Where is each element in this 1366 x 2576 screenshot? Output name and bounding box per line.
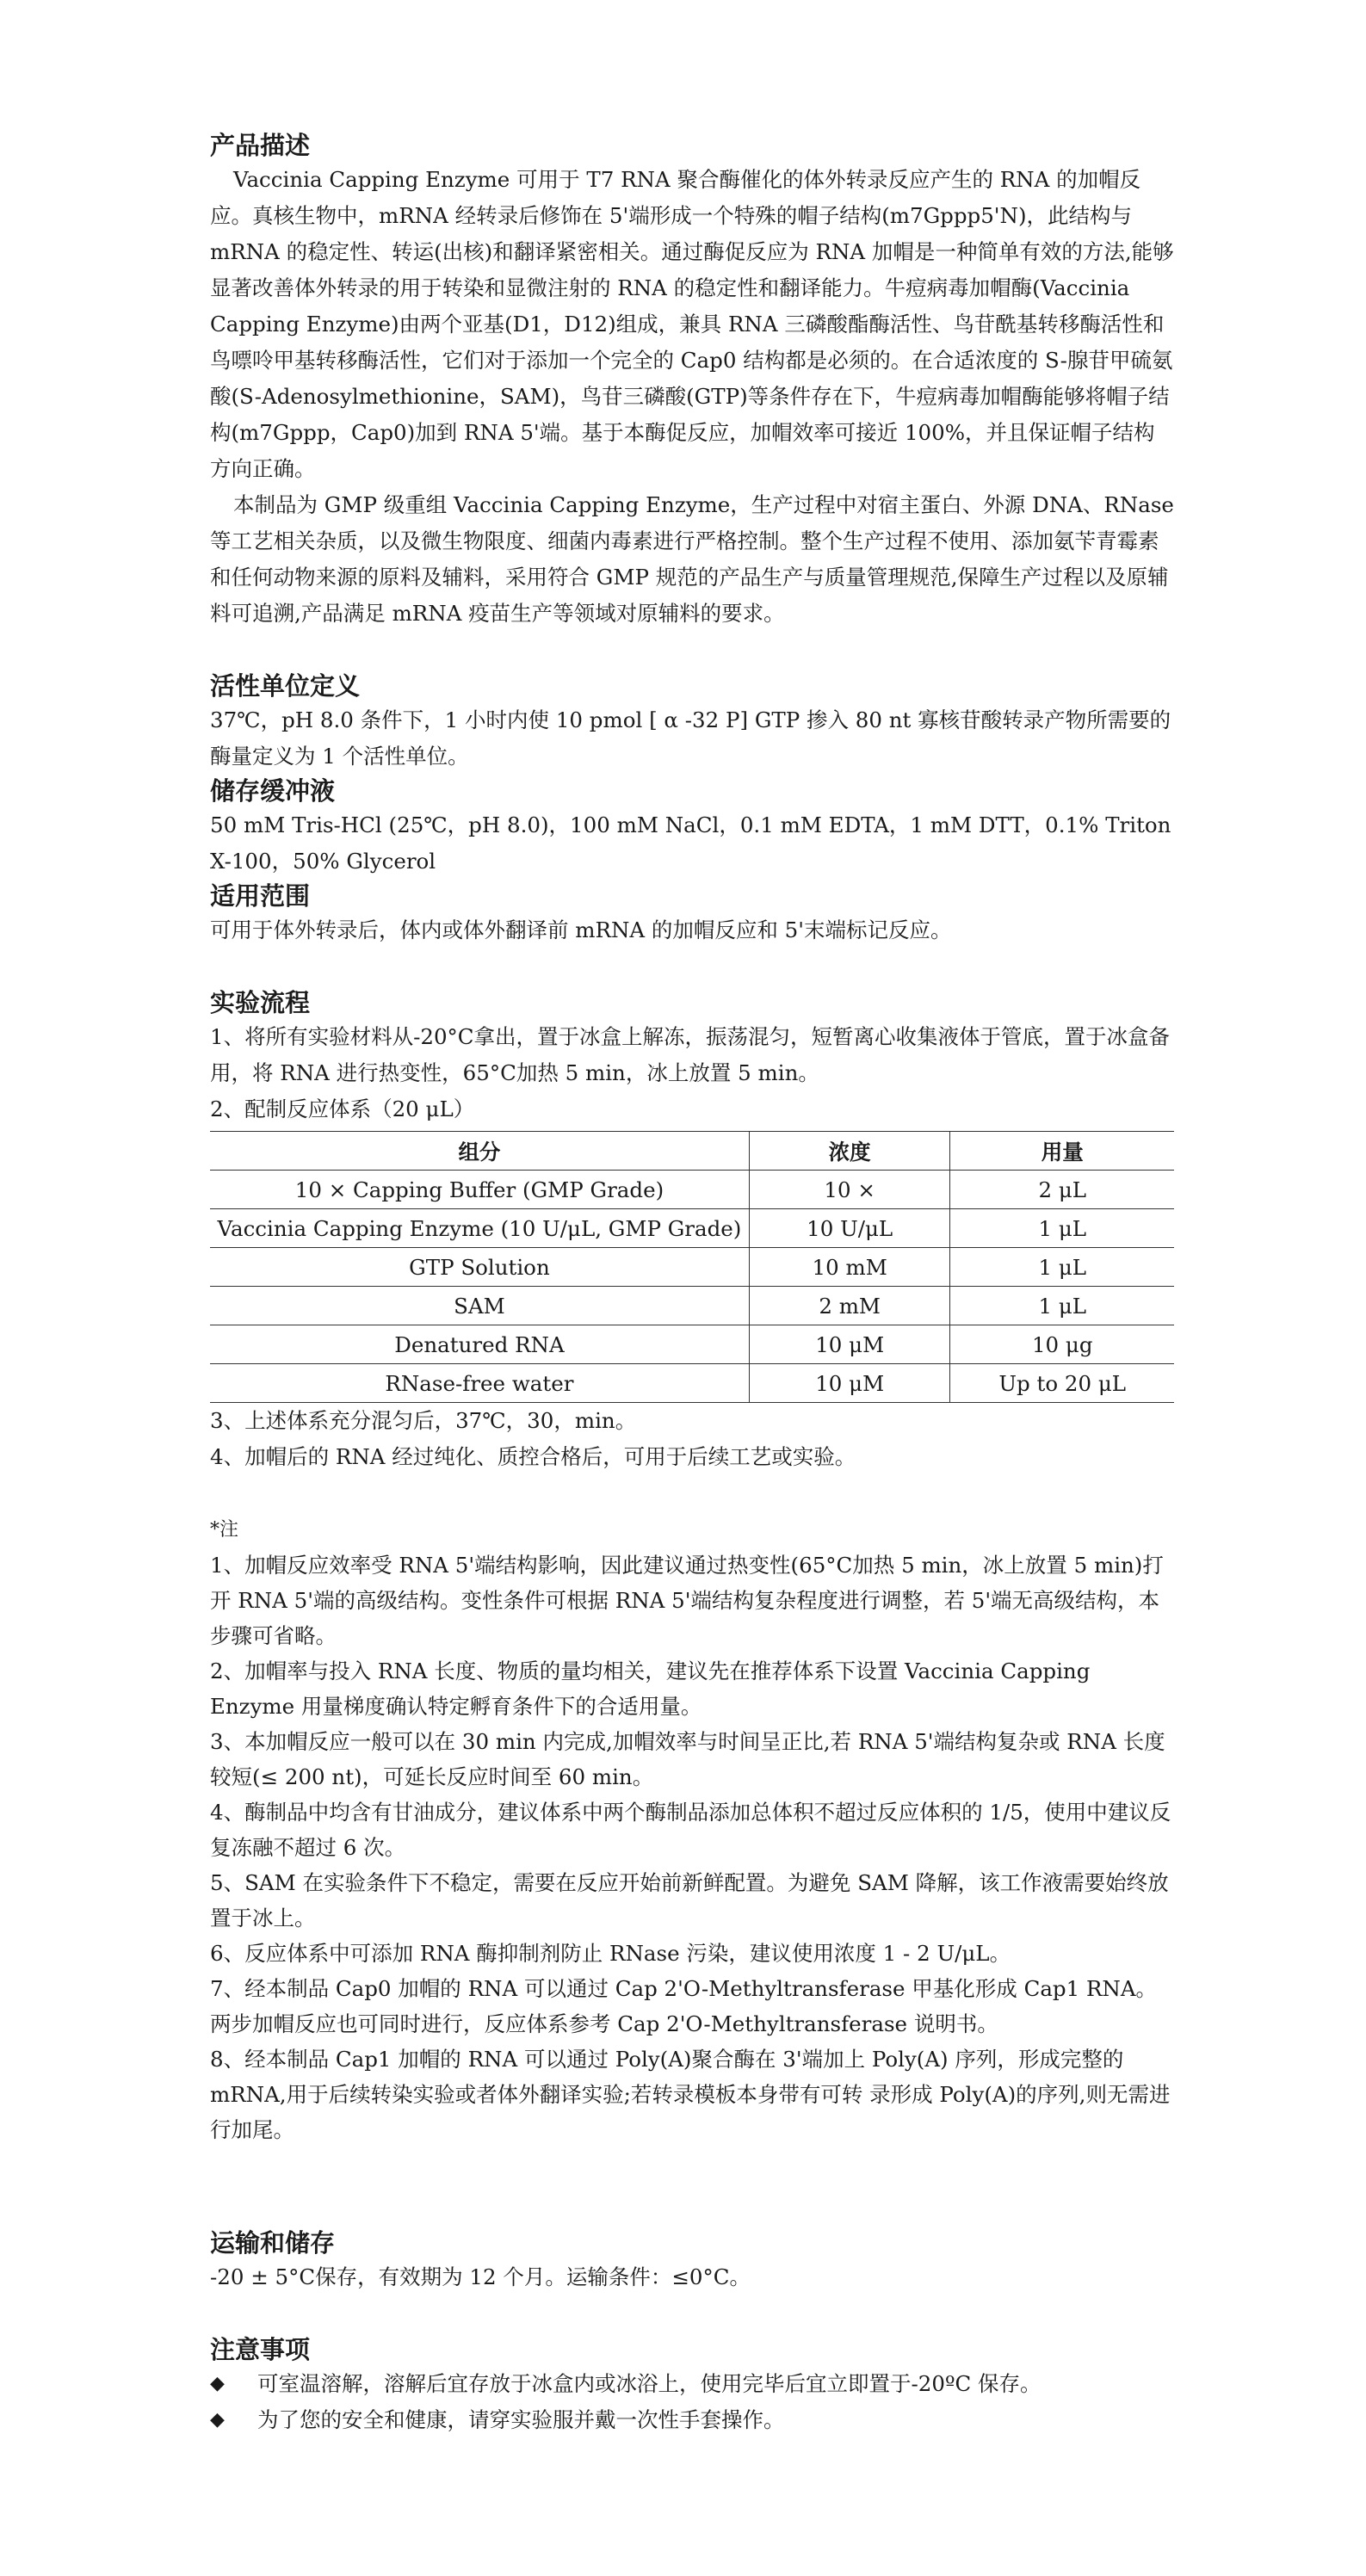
note-item: 8、经本制品 Cap1 加帽的 RNA 可以通过 Poly(A)聚合酶在 3'端加上 Poly(A) 序列，形成完整的 mRNA,用于后续转染实验或者体外翻译实验;若转录模板本身带有可转 录形成 Poly(A)的序列,则无需进行加尾。 <box>210 2047 1171 2142</box>
notes-heading: *注 <box>210 1519 239 1541</box>
table-cell: 10 μM <box>749 1364 950 1403</box>
note-item: 2、加帽率与投入 RNA 长度、物质的量均相关，建议先在推荐体系下设置 Vaccinia Capping Enzyme 用量梯度确认特定孵育条件下的合适用量。 <box>210 1659 1091 1719</box>
table-row <box>210 1364 1174 1403</box>
table-cell: 1 μL <box>950 1248 1174 1287</box>
section-title-unit-definition: 活性单位定义 <box>210 671 361 701</box>
table-cell: 10 × Capping Buffer (GMP Grade) <box>210 1171 749 1209</box>
protocol-step-4: 4、加帽后的 RNA 经过纯化、质控合格后，可用于后续工艺或实验。 <box>210 1444 856 1469</box>
bullet-diamond-icon: ◆ <box>210 2373 225 2394</box>
section-title-storage-buffer: 储存缓冲液 <box>210 776 336 806</box>
scope-text: 可用于体外转录后，体内或体外翻译前 mRNA 的加帽反应和 5'末端标记反应。 <box>210 917 952 942</box>
table-row <box>210 1248 1174 1287</box>
note-item: 7、经本制品 Cap0 加帽的 RNA 可以通过 Cap 2'O-Methyltransferase 甲基化形成 Cap1 RNA。两步加帽反应也可同时进行，反应体系参考 Cap 2'O-Methyltransferase 说明书。 <box>210 1976 1158 2036</box>
table-cell: 10 μg <box>950 1325 1174 1364</box>
note-item: 5、SAM 在实验条件下不稳定，需要在反应开始前新鲜配置。为避免 SAM 降解，该工作液需要始终放置于冰上。 <box>210 1870 1169 1930</box>
description-paragraph-1: Vaccinia Capping Enzyme 可用于 T7 RNA 聚合酶催化的体外转录反应产生的 RNA 的加帽反应。真核生物中，mRNA 经转录后修饰在 5'端形成一个特殊的帽子结构(m7Gppp5'N)，此结构与 mRNA 的稳定性、转运(出核)和翻译紧密相关。通过酶促反应为 RNA 加帽是一种简单有效的方法,能够显著改善体外转录的用于转染和显微注射的 RNA 的稳定性和翻译能力。牛痘病毒加帽酶(Vaccinia Capping Enzyme)由两个亚基(D1，D12)组成，兼具 RNA 三磷酸酯酶活性、鸟苷酰基转移酶活性和鸟嘌呤甲基转移酶活性，它们对于添加一个完全的 Cap0 结构都是必须的。在合适浓度的 S-腺苷甲硫氨酸(S-Adenosylmethionine，SAM)，鸟苷三磷酸(GTP)等条件存在下，牛痘病毒加帽酶能够将帽子结构(m7Gppp，Cap0)加到 RNA 5'端。基于本酶促反应，加帽效率可接近 100%，并且保证帽子结构方向正确。 <box>210 167 1174 481</box>
reaction-table <box>210 1131 1174 1403</box>
table-cell: 2 μL <box>950 1171 1174 1209</box>
note-item: 3、本加帽反应一般可以在 30 min 内完成,加帽效率与时间呈正比,若 RNA 5'端结构复杂或 RNA 长度较短(≤ 200 nt)，可延长反应时间至 60 min。 <box>210 1729 1165 1789</box>
table-cell: 10 μM <box>749 1325 950 1364</box>
table-row <box>210 1287 1174 1325</box>
table-cell: Vaccinia Capping Enzyme (10 U/μL, GMP Grade) <box>210 1209 749 1248</box>
table-row <box>210 1209 1174 1248</box>
table-cell: GTP Solution <box>210 1248 749 1287</box>
table-row <box>210 1325 1174 1364</box>
section-title-precautions: 注意事项 <box>210 2335 311 2364</box>
table-header-row <box>210 1132 1174 1171</box>
note-item: 4、酶制品中均含有甘油成分，建议体系中两个酶制品添加总体积不超过反应体积的 1/5，使用中建议反复冻融不超过 6 次。 <box>210 1800 1171 1860</box>
table-cell: Denatured RNA <box>210 1325 749 1364</box>
precaution-text: 为了您的安全和健康，请穿实验服并戴一次性手套操作。 <box>257 2407 785 2432</box>
precaution-item <box>210 2402 1174 2438</box>
table-cell: SAM <box>210 1287 749 1325</box>
section-title-scope: 适用范围 <box>210 881 311 911</box>
table-cell: RNase-free water <box>210 1364 749 1403</box>
table-cell: 10 mM <box>749 1248 950 1287</box>
precaution-text: 可室温溶解，溶解后宜存放于冰盒内或冰浴上，使用完毕后宜立即置于-20ºC 保存。 <box>257 2371 1041 2396</box>
table-cell: 1 μL <box>950 1209 1174 1248</box>
table-cell: 2 mM <box>749 1287 950 1325</box>
protocol-step-1: 1、将所有实验材料从-20°C拿出，置于冰盒上解冻，振荡混匀，短暂离心收集液体于管底，置于冰盒备用，将 RNA 进行热变性，65°C加热 5 min，冰上放置 5 min。 <box>210 1024 1171 1085</box>
precaution-item <box>210 2366 1174 2402</box>
table-cell: 10 U/μL <box>749 1209 950 1248</box>
note-item: 1、加帽反应效率受 RNA 5'端结构影响，因此建议通过热变性(65°C加热 5 min，冰上放置 5 min)打开 RNA 5'端的高级结构。变性条件可根据 RNA 5'端结构复杂程度进行调整，若 5'端无高级结构，本步骤可省略。 <box>210 1553 1164 1648</box>
table-header-volume: 用量 <box>950 1132 1174 1171</box>
storage-buffer-text: 50 mM Tris-HCl (25℃，pH 8.0)，100 mM NaCl，0.1 mM EDTA，1 mM DTT，0.1% Triton X-100，50% Glycerol <box>210 812 1171 874</box>
section-title-protocol: 实验流程 <box>210 988 311 1017</box>
notes-list <box>210 1547 1174 2147</box>
description-paragraph-2: 本制品为 GMP 级重组 Vaccinia Capping Enzyme，生产过程中对宿主蛋白、外源 DNA、RNase 等工艺相关杂质，以及微生物限度、细菌内毒素进行严格控制。整个生产过程不使用、添加氨苄青霉素和任何动物来源的原料及辅料，采用符合 GMP 规范的产品生产与质量管理规范,保障生产过程以及原辅料可追溯,产品满足 mRNA 疫苗生产等领域对原辅料的要求。 <box>210 492 1174 626</box>
table-header-concentration: 浓度 <box>749 1132 950 1171</box>
section-title-storage: 运输和储存 <box>210 2228 336 2258</box>
protocol-step-2: 2、配制反应体系（20 μL） <box>210 1096 475 1121</box>
table-cell: 10 × <box>749 1171 950 1209</box>
table-row <box>210 1171 1174 1209</box>
protocol-step-3: 3、上述体系充分混匀后，37℃，30，min。 <box>210 1408 637 1433</box>
table-cell: Up to 20 μL <box>950 1364 1174 1403</box>
note-item: 6、反应体系中可添加 RNA 酶抑制剂防止 RNase 污染，建议使用浓度 1 - 2 U/μL。 <box>210 1941 1011 1966</box>
unit-definition-text: 37℃，pH 8.0 条件下，1 小时内使 10 pmol [ α -32 P] GTP 掺入 80 nt 寡核苷酸转录产物所需要的酶量定义为 1 个活性单位。 <box>210 707 1171 769</box>
table-cell: 1 μL <box>950 1287 1174 1325</box>
bullet-diamond-icon: ◆ <box>210 2409 225 2431</box>
document-page <box>210 129 1174 2438</box>
storage-text: -20 ± 5°C保存，有效期为 12 个月。运输条件：≤0°C。 <box>210 2264 751 2289</box>
table-header-component: 组分 <box>210 1132 749 1171</box>
section-title-description: 产品描述 <box>210 131 311 160</box>
